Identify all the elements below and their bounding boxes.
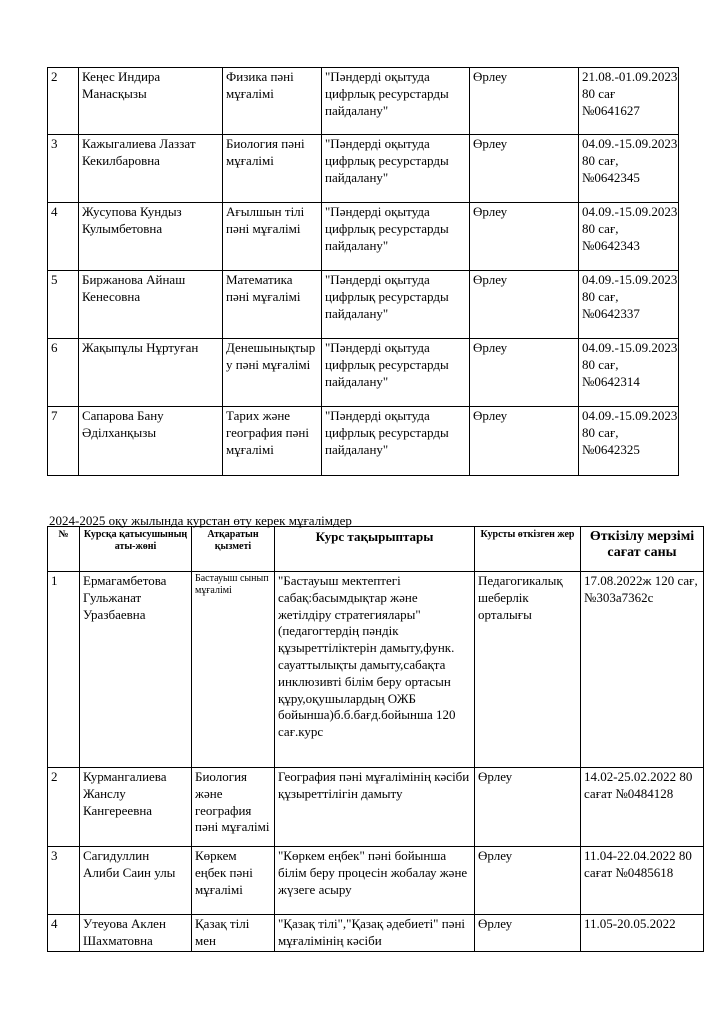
row-number: 3 — [48, 135, 79, 203]
teacher-name: Жусупова Кундыз Кулымбетовна — [79, 203, 223, 271]
teacher-name: Ермагамбетова Гульжанат Уразбаевна — [80, 572, 192, 768]
course-place: Өрлеу — [470, 203, 579, 271]
row-number: 4 — [48, 203, 79, 271]
teacher-position: Денешынықтыру пәні мұғалімі — [223, 339, 322, 407]
row-number: 1 — [48, 572, 80, 768]
teacher-position-text: Қазақ тілі мен — [195, 916, 250, 948]
row-number: 2 — [48, 768, 80, 847]
course-place: Өрлеу — [470, 407, 579, 476]
header-place: Курсты өткізген жер — [475, 527, 581, 572]
table-row — [48, 203, 679, 271]
row-number: 3 — [48, 847, 80, 915]
teacher-position: Физика пәні мұғалімі — [223, 68, 322, 135]
course-date: 04.09.-15.09.2023 80 сағ,№0642343 — [579, 203, 679, 271]
table-row — [48, 339, 679, 407]
teacher-name: Биржанова Айнаш Кенесовна — [79, 271, 223, 339]
header-name: Курсқа қатысушының аты-жөні — [80, 527, 192, 572]
teacher-name: Курмангалиева Жанслу Кангереевна — [80, 768, 192, 847]
course-date: 11.04-22.04.2022 80 сағат №0485618 — [581, 847, 704, 915]
teacher-position: Тарих және география пәні мұғалімі — [223, 407, 322, 476]
teachers-courses-table-2023 — [47, 67, 679, 476]
teacher-name: Утеуова Аклен Шахматовна — [80, 915, 192, 952]
table-row — [48, 68, 679, 135]
table-row — [48, 915, 704, 952]
course-topic: "Пәндерді оқытуда цифрлық ресурстарды пайдалану" — [322, 339, 470, 407]
teacher-name: Сапарова Бану Әділханқызы — [79, 407, 223, 476]
course-place: Өрлеу — [470, 339, 579, 407]
course-topic-text: "Қазақ тілі","Қазақ әдебиеті" пәні мұғалімінің кәсіби — [278, 916, 466, 948]
header-date: Өткізілу мерзімі сағат саны — [581, 527, 704, 572]
course-topic: География пәні мұғалімінің кәсіби құзыреттілігін дамыту — [275, 768, 475, 847]
row-number: 5 — [48, 271, 79, 339]
header-position: Атқаратын қызметі — [192, 527, 275, 572]
table-row — [48, 847, 704, 915]
teacher-name: Сагидуллин Алиби Саин улы — [80, 847, 192, 915]
teacher-position: Биология және география пәні мұғалімі — [192, 768, 275, 847]
course-topic — [275, 915, 475, 952]
table-row — [48, 407, 679, 476]
course-place: Өрлеу — [475, 768, 581, 847]
course-topic: "Пәндерді оқытуда цифрлық ресурстарды пайдалану" — [322, 135, 470, 203]
teacher-position: Бастауыш сынып мұғалімі — [192, 572, 275, 768]
row-number: 7 — [48, 407, 79, 476]
teacher-name: Кажыгалиева Лаззат Кекилбаровна — [79, 135, 223, 203]
course-place: Өрлеу — [475, 847, 581, 915]
course-topic: "Бастауыш мектептегі сабақ:басымдықтар және жетілдіру стратегиялары"(педагогтердің пәндік құзыреттіліктерін дамыту,функ. сауаттылықты дамыту,сабақта инклюзивті білім беру ортасын құру,оқушылардың ОЖБ бойынша)б.б.бағд.бойынша 120 сағ.курс — [275, 572, 475, 768]
course-place: Өрлеу — [470, 271, 579, 339]
course-date: 04.09.-15.09.2023 80 сағ,№0642314 — [579, 339, 679, 407]
course-place: Педагогикалық шеберлік орталығы — [475, 572, 581, 768]
teacher-position — [192, 915, 275, 952]
teacher-name: Жақыпұлы Нұртуған — [79, 339, 223, 407]
header-number: № — [48, 527, 80, 572]
course-date: 11.05-20.05.2022 — [581, 915, 704, 952]
section-caption: 2024-2025 оқу жылында курстан өту керек мұғалімдер — [49, 513, 352, 528]
table-row — [48, 135, 679, 203]
teachers-courses-table-2024-2025 — [47, 526, 704, 952]
course-topic: "Пәндерді оқытуда цифрлық ресурстарды пайдалану" — [322, 407, 470, 476]
course-place: Өрлеу — [470, 68, 579, 135]
table-row — [48, 271, 679, 339]
course-date: 14.02-25.02.2022 80 сағат №0484128 — [581, 768, 704, 847]
row-number: 4 — [48, 915, 80, 952]
course-place: Өрлеу — [475, 915, 581, 952]
course-date: 21.08.-01.09.2023 80 сағ №0641627 — [579, 68, 679, 135]
course-date: 04.09.-15.09.2023 80 сағ,№0642337 — [579, 271, 679, 339]
teacher-position: Математика пәні мұғалімі — [223, 271, 322, 339]
course-topic: "Пәндерді оқытуда цифрлық ресурстарды пайдалану" — [322, 68, 470, 135]
course-place: Өрлеу — [470, 135, 579, 203]
header-course: Курс тақырыптары — [275, 527, 475, 572]
teacher-position: Ағылшын тілі пәні мұғалімі — [223, 203, 322, 271]
teacher-position: Көркем еңбек пәні мұғалімі — [192, 847, 275, 915]
course-topic: "Көркем еңбек" пәні бойынша білім беру процесін жобалау және жүзеге асыру — [275, 847, 475, 915]
table-header-row — [48, 527, 704, 572]
teacher-position: Биология пәні мұғалімі — [223, 135, 322, 203]
course-topic: "Пәндерді оқытуда цифрлық ресурстарды пайдалану" — [322, 271, 470, 339]
table-row — [48, 768, 704, 847]
teacher-name: Кеңес Индира Манасқызы — [79, 68, 223, 135]
course-date: 17.08.2022ж 120 сағ, №303а7362с — [581, 572, 704, 768]
row-number: 6 — [48, 339, 79, 407]
course-date: 04.09.-15.09.2023 80 сағ,№0642345 — [579, 135, 679, 203]
course-date: 04.09.-15.09.2023 80 сағ,№0642325 — [579, 407, 679, 476]
course-topic: "Пәндерді оқытуда цифрлық ресурстарды пайдалану" — [322, 203, 470, 271]
row-number: 2 — [48, 68, 79, 135]
table-row — [48, 572, 704, 768]
